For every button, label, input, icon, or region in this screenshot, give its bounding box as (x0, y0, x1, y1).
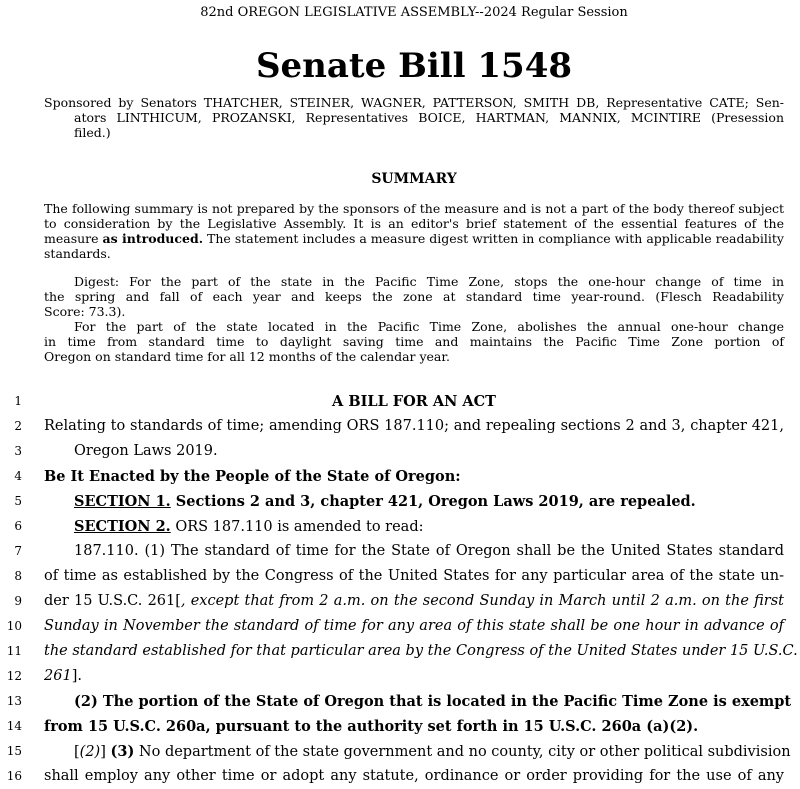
deleted-text: , except that from 2 a.m. on the second Sunday in March until 2 a.m. on the first (180, 593, 784, 609)
new-text: (2) The portion of the State of Oregon that is located in the Pacific Time Zone is exempt (74, 693, 792, 710)
section-2-label: SECTION 2. (74, 518, 171, 535)
bill-text: SECTION 1. Sections 2 and 3, chapter 421, Oregon Laws 2019, are repealed. (74, 493, 696, 510)
bill-line (0, 739, 800, 764)
line-number: 1 (14, 394, 22, 408)
sponsors-line: filed.) (74, 125, 111, 140)
deleted-text: Sunday in November the standard of time for any area of this state shall be one hour in advance of (44, 618, 784, 634)
description-line: in time from standard time to daylight saving time and maintains the Pacific Time Zone portion of (44, 334, 784, 349)
deleted-text: (2) (79, 744, 101, 760)
session-header: 82nd OREGON LEGISLATIVE ASSEMBLY--2024 Regular Session (200, 5, 628, 20)
line-number: 14 (6, 719, 22, 733)
bill-line (0, 489, 800, 514)
bill-line (0, 589, 800, 614)
bill-line (0, 539, 800, 564)
section-1-label: SECTION 1. (74, 493, 171, 510)
line-number: 16 (6, 769, 22, 783)
summary-line: to consideration by the Legislative Assembly. It is an editor's brief statement of the essential features of the (44, 216, 784, 231)
line-number: 10 (6, 619, 22, 633)
bill-line (0, 664, 800, 689)
bill-line (0, 714, 800, 739)
line-number: 8 (14, 569, 22, 583)
sponsors-line: Sponsored by Senators THATCHER, STEINER, WAGNER, PATTERSON, SMITH DB, Representative CATE; Sen- (44, 95, 784, 110)
bill-text: 187.110. (1) The standard of time for the State of Oregon shall be the United States standard (74, 543, 784, 559)
bill-line (0, 414, 800, 439)
line-number: 15 (6, 744, 22, 758)
bill-line (0, 614, 800, 639)
as-introduced-text: as introduced. (102, 231, 204, 246)
line-number: 6 (14, 519, 22, 533)
line-number: 5 (14, 494, 22, 508)
sponsors-line: ators LINTHICUM, PROZANSKI, Representatives BOICE, HARTMAN, MANNIX, MCINTIRE (Presession (74, 110, 784, 125)
bill-title: Senate Bill 1548 (255, 46, 573, 86)
description-line: Oregon on standard time for all 12 months of the calendar year. (44, 349, 450, 364)
line-number: 2 (14, 419, 22, 433)
summary-heading: SUMMARY (371, 171, 457, 187)
bill-text: [(2)] (3) No department of the state government and no county, city or other political subdivision (74, 743, 791, 760)
summary-digest (44, 274, 784, 319)
deleted-text: the standard established for that particular area by the Congress of the United States under 15 U.S.C. (44, 643, 798, 659)
bill-line (0, 564, 800, 589)
new-text: (3) (110, 743, 135, 760)
deleted-text: 261 (44, 668, 72, 684)
digest-line: the spring and fall of each year and keeps the zone at standard time year-round. (Flesch Readability (44, 289, 784, 304)
bill-line (0, 689, 800, 714)
bill-text: of time as established by the Congress of the United States for any particular area of the state un- (44, 568, 784, 584)
bill-text: SECTION 2. ORS 187.110 is amended to read: (74, 518, 424, 535)
bill-text: der 15 U.S.C. 261[, except that from 2 a.m. on the second Sunday in March until 2 a.m. on the first (44, 593, 784, 609)
act-heading: A BILL FOR AN ACT (332, 393, 496, 410)
summary-line: standards. (44, 246, 111, 261)
bill-text: Relating to standards of time; amending ORS 187.110; and repealing sections 2 and 3, chapter 421, (44, 418, 784, 434)
summary-line: The following summary is not prepared by the sponsors of the measure and is not a part of the body thereof subject (44, 201, 784, 216)
digest-line: Score: 73.3). (44, 304, 126, 319)
summary-line: measure as introduced. The statement includes a measure digest written in compliance with applicable readability (44, 231, 784, 246)
line-number: 3 (14, 444, 22, 458)
bill-text: shall employ any other time or adopt any statute, ordinance or order providing for the use of any (44, 768, 784, 784)
enacting-clause: Be It Enacted by the People of the State of Oregon: (44, 468, 461, 485)
new-text: from 15 U.S.C. 260a, pursuant to the authority set forth in 15 U.S.C. 260a (a)(2). (44, 718, 699, 735)
bill-line (0, 764, 800, 789)
bill-text: Oregon Laws 2019. (74, 443, 218, 459)
bill-line (0, 389, 800, 414)
description-line: For the part of the state located in the Pacific Time Zone, abolishes the annual one-hour change (74, 319, 784, 334)
line-number: 12 (6, 669, 22, 683)
bill-line (0, 514, 800, 539)
line-number: 4 (14, 469, 22, 483)
bill-line (0, 464, 800, 489)
line-number: 11 (6, 644, 22, 658)
digest-line: Digest: For the part of the state in the Pacific Time Zone, stops the one-hour change of time in (74, 274, 784, 289)
line-number: 9 (14, 594, 22, 608)
line-number: 7 (14, 544, 22, 558)
line-number: 13 (6, 694, 22, 708)
bill-line (0, 439, 800, 464)
bill-line (0, 639, 800, 664)
sponsors-block (44, 95, 784, 140)
summary-intro (44, 201, 784, 261)
summary-description (44, 319, 784, 364)
bill-text: 261]. (44, 668, 82, 684)
